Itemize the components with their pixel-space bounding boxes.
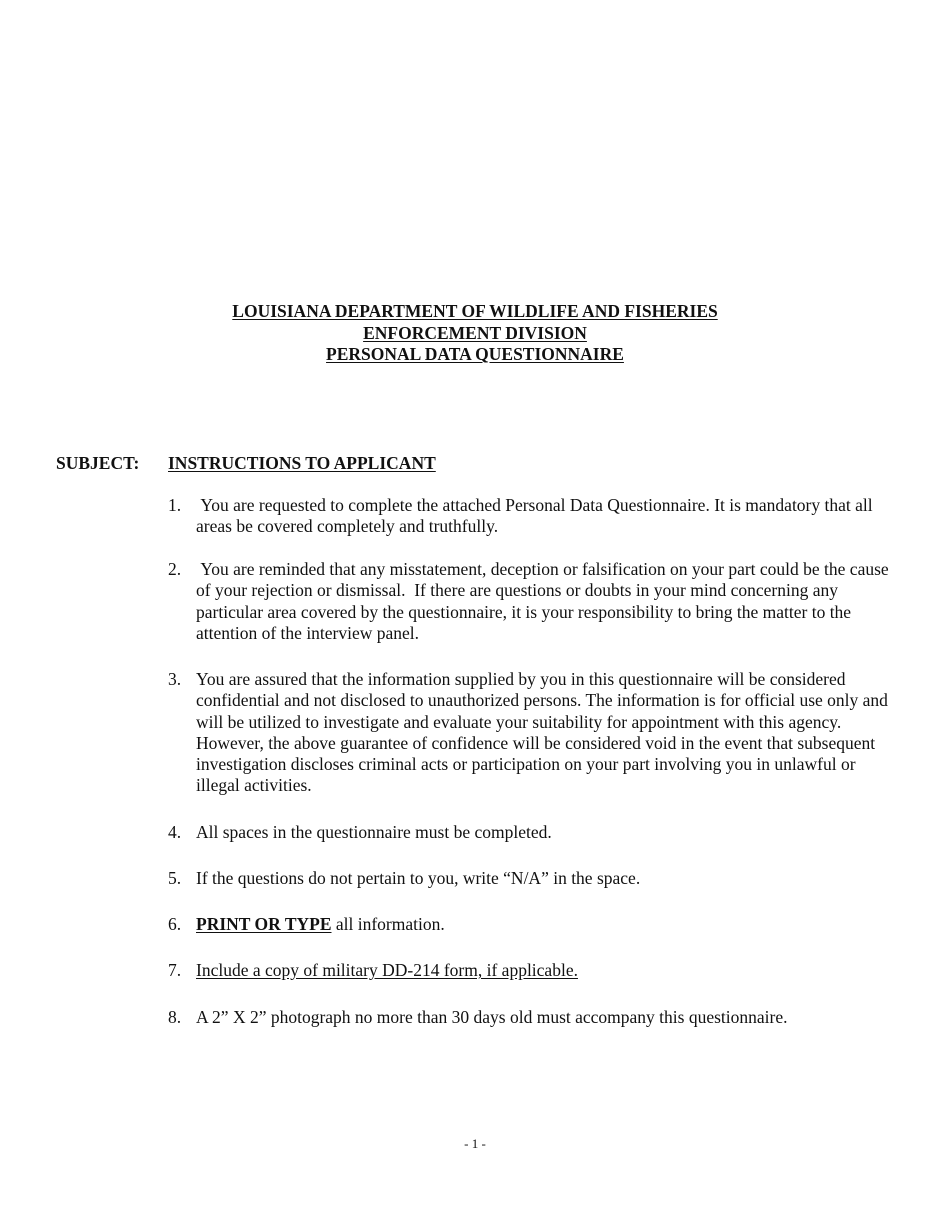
subject-label: SUBJECT: [56, 453, 140, 473]
instruction-text: All spaces in the questionnaire must be completed. [196, 822, 552, 842]
instruction-number: 6. [168, 914, 182, 934]
instruction-text: A 2” X 2” photograph no more than 30 days old must accompany this questionnaire. [196, 1007, 788, 1027]
instruction-number: 4. [168, 822, 182, 842]
instruction-text [196, 914, 896, 935]
instruction-text: You are reminded that any misstatement, deception or falsification on your part could be the cause of your rejection or dismissal. If there are questions or doubts in your mind concerning any particular area covered by the questionnaire, it is your responsibility to bring the matter to the attention of the interview panel. [196, 559, 894, 643]
instruction-number: 1. [168, 495, 182, 515]
page-number: - 1 - [464, 1136, 486, 1151]
header-agency: LOUISIANA DEPARTMENT OF WILDLIFE AND FISHERIES [232, 301, 718, 321]
instruction-number: 3. [168, 669, 182, 689]
subject-value: INSTRUCTIONS TO APPLICANT [168, 453, 436, 473]
instruction-text: Include a copy of military DD-214 form, if applicable. [196, 960, 578, 980]
instruction-text: You are assured that the information supplied by you in this questionnaire will be considered confidential and not disclosed to unauthorized persons. The information is for official use only and will be utilized to investigate and evaluate your suitability for appointment with this agency. However, the above guarantee of confidence will be considered void in the event that subsequent investigation discloses criminal acts or participation on your part involving you in unlawful or illegal activities. [196, 669, 888, 796]
instruction-number: 5. [168, 868, 182, 888]
instruction-emphasis: PRINT OR TYPE [196, 914, 332, 934]
header-division: ENFORCEMENT DIVISION [363, 322, 587, 343]
instruction-text-rest: all information. [331, 914, 445, 934]
instruction-number: 8. [168, 1007, 182, 1027]
document-header [0, 301, 950, 366]
instruction-number: 7. [168, 960, 182, 980]
instruction-number: 2. [168, 559, 182, 579]
instruction-text: You are requested to complete the attached Personal Data Questionnaire. It is mandatory that all areas be covered completely and truthfully. [196, 495, 877, 537]
instruction-text: If the questions do not pertain to you, write “N/A” in the space. [196, 868, 641, 888]
header-form-title: PERSONAL DATA QUESTIONNAIRE [326, 344, 624, 364]
